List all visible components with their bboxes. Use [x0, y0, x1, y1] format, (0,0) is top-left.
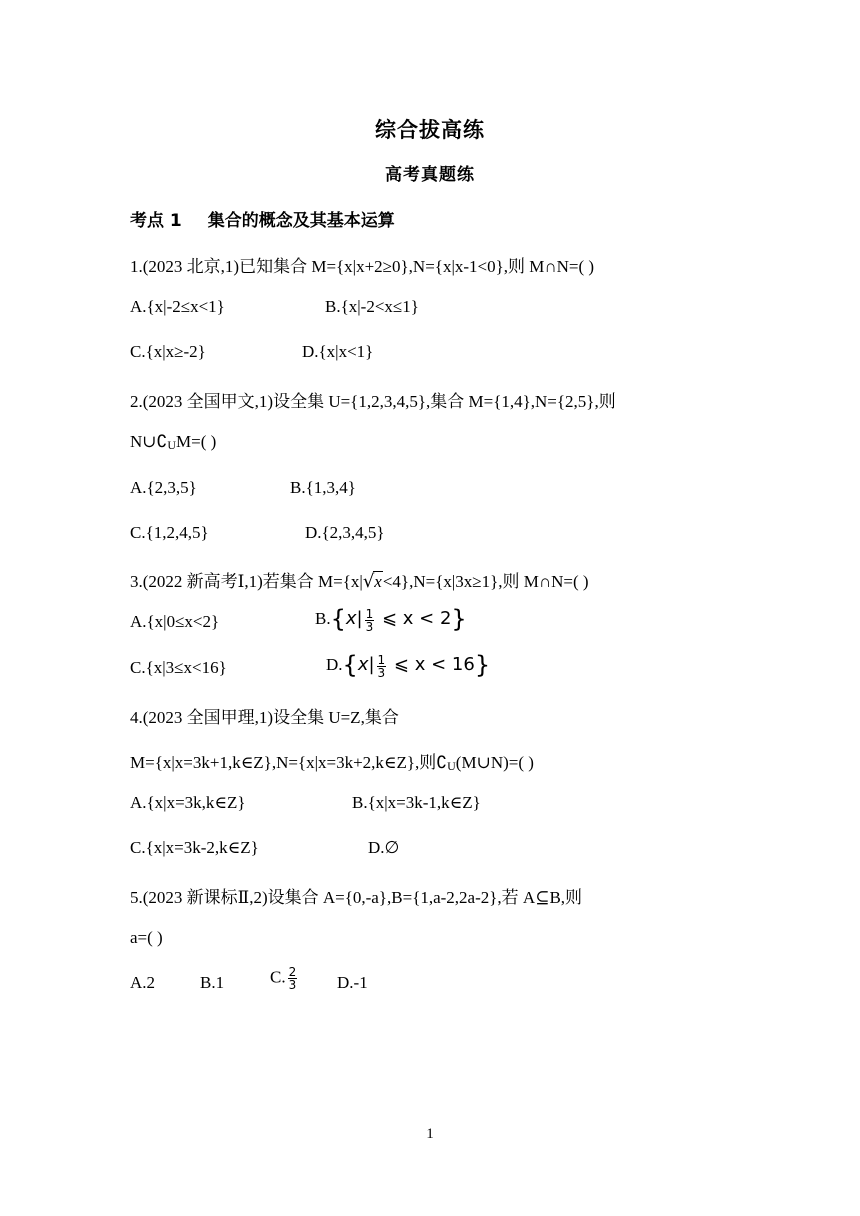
q2-option-d: D.{2,3,4,5} — [305, 523, 385, 542]
q5-option-d: D.-1 — [337, 973, 368, 992]
q3-option-b-label: B. — [315, 609, 331, 628]
left-brace: { — [330, 605, 346, 633]
q2-complement-subscript: U — [167, 438, 177, 452]
q1-option-c: C.{x|x≥-2} — [130, 342, 206, 361]
q4-option-a: A.{x|x=3k,k∈Z} — [130, 793, 246, 812]
q2-option-a: A.{2,3,5} — [130, 478, 197, 497]
q4-option-d: D.∅ — [368, 838, 400, 857]
q1-option-a: A.{x|-2≤x<1} — [130, 297, 225, 316]
q5-stem-line1: 5.(2023 新课标Ⅱ,2)设集合 A={0,-a},B={1,a-2,2a-2},若 A⊆B,则 — [130, 888, 583, 907]
q1-option-b: B.{x|-2<x≤1} — [325, 297, 419, 316]
q5-stem-line2: a=( ) — [130, 928, 163, 947]
q4-stem-line2-pre: M={x|x=3k+1,k∈Z},N={x|x=3k+2,k∈Z},则∁ — [130, 753, 448, 772]
q5-option-c-fraction — [288, 966, 298, 991]
q4-complement-subscript: U — [447, 759, 456, 773]
q4-stem-line2 — [130, 748, 534, 774]
q3-option-b-fraction — [365, 608, 375, 633]
q3-option-d-upper: x < 16 — [414, 654, 475, 675]
fraction-numerator: 1 — [365, 606, 374, 621]
section-name: 集合的概念及其基本运算 — [207, 211, 395, 231]
q4-option-b: B.{x|x=3k-1,k∈Z} — [352, 793, 481, 812]
q2-stem-line1: 2.(2023 全国甲文,1)设全集 U={1,2,3,4,5},集合 M={1,4},N={2,5},则 — [130, 392, 616, 411]
fraction-numerator: 1 — [377, 652, 386, 667]
q5-option-a: A.2 — [130, 973, 156, 992]
q1-option-d: D.{x|x<1} — [302, 342, 374, 361]
q2-option-c: C.{1,2,4,5} — [130, 523, 209, 542]
page-title: 综合拔高练 — [375, 118, 485, 142]
q3-option-d-var: x — [357, 654, 369, 675]
q1-stem: 1.(2023 北京,1)已知集合 M={x|x+2≥0},N={x|x-1<0},则 M∩N=( ) — [130, 257, 595, 276]
q4-stem-line2-post: (M∪N)=( ) — [455, 753, 534, 772]
leq-sign: ⩽ — [376, 608, 403, 629]
q3-option-b-upper: x < 2 — [402, 608, 452, 629]
q3-option-a: A.{x|0≤x<2} — [130, 612, 220, 631]
fraction-numerator: 2 — [288, 965, 297, 979]
q3-stem-pre: 3.(2022 新高考Ⅰ,1)若集合 M={x| — [130, 572, 363, 591]
fraction-denominator: 3 — [365, 619, 374, 634]
left-brace: { — [342, 651, 358, 679]
q4-stem-line1: 4.(2023 全国甲理,1)设全集 U=Z,集合 — [130, 708, 399, 727]
section-label: 考点 1 — [130, 211, 182, 231]
q5-option-c — [270, 966, 299, 991]
bar: | — [356, 608, 363, 629]
q5-option-c-label: C. — [270, 967, 286, 987]
leq-sign: ⩽ — [388, 654, 415, 675]
q2-stem-line2-pre: N∪∁ — [130, 432, 168, 451]
q3-option-b-var: x — [345, 608, 357, 629]
page-subtitle: 高考真题练 — [385, 165, 475, 185]
q2-stem-line2-post: M=( ) — [176, 432, 217, 451]
q3-option-c: C.{x|3≤x<16} — [130, 658, 227, 677]
q3-option-b — [315, 605, 467, 633]
q2-stem-line2 — [130, 432, 216, 453]
q3-stem — [130, 567, 589, 592]
fraction-denominator: 3 — [377, 665, 386, 680]
q3-option-d-label: D. — [326, 655, 343, 674]
right-brace: } — [451, 605, 467, 633]
q3-option-d — [326, 651, 490, 679]
section-heading — [130, 206, 395, 231]
q5-option-b: B.1 — [200, 973, 225, 992]
bar: | — [368, 654, 375, 675]
q3-option-d-fraction — [377, 654, 387, 679]
sqrt-sign: √ — [362, 571, 375, 592]
q3-stem-post: <4},N={x|3x≥1},则 M∩N=( ) — [382, 572, 589, 591]
q3-sqrt-radicand: x — [374, 572, 382, 591]
right-brace: } — [474, 651, 491, 679]
q2-option-b: B.{1,3,4} — [290, 478, 356, 497]
q4-option-c: C.{x|x=3k-2,k∈Z} — [130, 838, 259, 857]
page-number: 1 — [426, 1126, 434, 1142]
fraction-denominator: 3 — [288, 978, 297, 992]
